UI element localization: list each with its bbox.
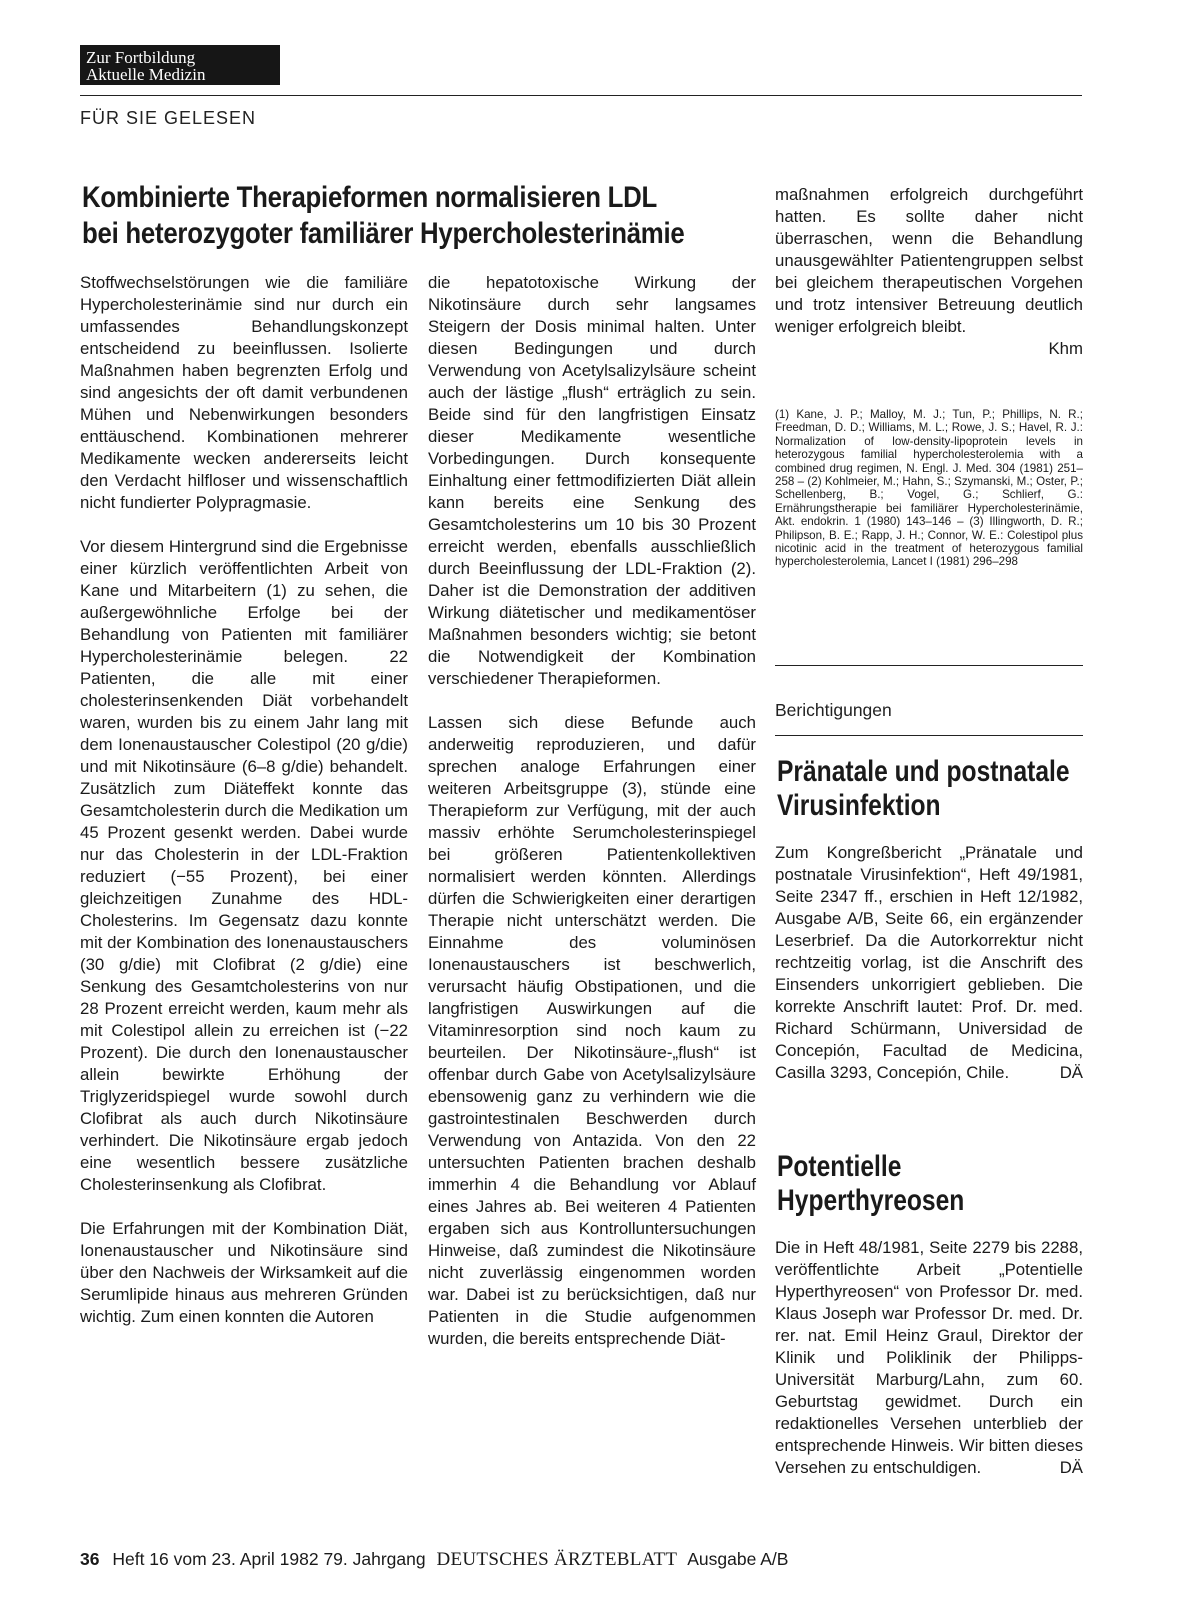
article-column-3 bbox=[775, 184, 1083, 360]
paragraph: Lassen sich diese Befunde auch anderweitig reproduzieren, und dafür sprechen analoge Erfahrungen einer weiteren Arbeitsgruppe (3), stünde eine Therapieform zur Verfügung, mit der auch massiv erhöhte Serumcholesterinspiegel bei größeren Patientenkollektiven normalisiert werden könnten. Allerdings dürfen die Schwierigkeiten einer derartigen Therapie nicht unterschätzt werden. Die Einnahme des voluminösen Ionenaustauschers ist beschwerlich, verursacht häufig Obstipationen, und die langfristigen Auswirkungen auf die Vitaminresorption sind noch kaum zu beurteilen. Der Nikotinsäure-„flush“ ist offenbar durch Gabe von Acetylsalizylsäure ebensowenig ganz zu verhindern wie die gastrointestinalen Beschwerden durch Verwendung von Antazida. Von den 22 untersuchten Patienten brachen deshalb immerhin 4 die Behandlung vor Ablauf eines Jahres ab. Bei weiteren 4 Patienten ergaben sich aus Kontrolluntersuchungen Hinweise, daß zumindest die Nikotinsäure nicht zuverlässig eingenommen worden war. Dabei ist zu berücksichtigen, daß nur Patienten in die Studie aufgenommen wurden, die bereits entsprechende Diät- bbox=[428, 713, 756, 1348]
issue-info: Heft 16 vom 23. April 1982 79. Jahrgang bbox=[112, 1549, 426, 1569]
page-footer bbox=[80, 1549, 788, 1571]
paragraph: die hepatotoxische Wirkung der Nikotinsäure durch sehr langsames Steigern der Dosis minimal halten. Unter diesen Bedingungen und durch Verwendung von Acetylsalizylsäure scheint auch der lästige „flush“ erträglich zu sein. Beide sind für den langfristigen Einsatz dieser Medikamente wesentliche Vorbedingungen. Durch konsequente Einhaltung einer fettmodifizierten Diät allein kann bereits eine Senkung des Gesamtcholesterins um 10 bis 30 Prozent erreicht werden, ebenfalls ausschließlich durch Beeinflussung der LDL-Fraktion (2). Daher ist die Demonstration der additiven Wirkung diätetischer und medikamentöser Maßnahmen besonders wichtig; sie betont die Notwendigkeit der Kombination verschiedener Therapieformen. bbox=[428, 273, 756, 688]
correction-1-title-line-2: Virusinfektion bbox=[777, 789, 941, 822]
corrections-label: Berichtigungen bbox=[775, 700, 892, 720]
header-line-1: Zur Fortbildung bbox=[86, 48, 196, 67]
paragraph: Stoffwechselstörungen wie die familiäre Hypercholesterinämie sind nur durch ein umfassendes Behandlungskonzept entscheidend zu beeinflussen. Isolierte Maßnahmen haben begrenzten Erfolg und sind angesichts der oft damit verbundenen Mühen und Nebenwirkungen besonders enttäuschend. Kombinationen mehrerer Medikamente wecken andererseits leicht den Verdacht hilfloser und wissenschaftlich nicht fundierter Polypragmasie. bbox=[80, 273, 408, 512]
article-title-line-2: bei heterozygoter familiärer Hypercholesterinämie bbox=[82, 217, 685, 250]
divider bbox=[775, 665, 1083, 666]
article-column-1 bbox=[80, 272, 408, 1350]
journal-name: DEUTSCHES ÄRZTEBLATT bbox=[436, 1549, 678, 1570]
top-rule bbox=[80, 95, 1082, 96]
correction-2-signoff: DÄ bbox=[1059, 1458, 1083, 1477]
paragraph: maßnahmen erfolgreich durchgeführt hatten. Es sollte daher nicht überraschen, wenn die Behandlung unausgewählter Patientengruppen selbst bei gleichem therapeutischen Vorgehen und trotz intensiver Betreuung deutlich weniger erfolgreich bleibt. bbox=[775, 185, 1083, 336]
section-header-box bbox=[80, 45, 280, 85]
divider bbox=[775, 735, 1083, 736]
correction-1-body bbox=[775, 842, 1083, 1084]
references: (1) Kane, J. P.; Malloy, M. J.; Tun, P.; Phillips, N. R.; Freedman, D. D.; Williams, M. L.; Rowe, J. S.; Havel, R. J.: Normalization of low-density-lipoprotein levels in heterozygous familial hypercholesterolemia with a combined drug regimen, N. Engl. J. Med. 304 (1981) 251–258 – (2) Kohlmeier, M.; Hahn, S.; Szymanski, M.; Oster, P.; Schellenberg, B.; Vogel, G.; Schlierf, G.: Ernährungstherapie bei familiärer Hypercholesterinämie, Akt. endokrin. 1 (1980) 143–146 – (3) Illingworth, D. R.; Philipson, B. E.; Rapp, J. H.; Connor, W. E.: Colestipol plus nicotinic acid in the treatment of heterozygous familial hypercholesterolemia, Lancet I (1981) 296–298 bbox=[775, 408, 1083, 569]
article-title bbox=[82, 180, 685, 252]
correction-2-title-line-2: Hyperthyreosen bbox=[777, 1184, 965, 1217]
paragraph: Die in Heft 48/1981, Seite 2279 bis 2288, veröffentlichte Arbeit „Potentielle Hyperthyreosen“ von Professor Dr. med. Klaus Joseph war Professor Dr. med. Dr. rer. nat. Emil Heinz Graul, Direktor der Klinik und Poliklinik der Philipps-Universität Marburg/Lahn, zum 60. Geburtstag gewidmet. Durch ein redaktionelles Versehen unterblieb der entsprechende Hinweis. Wir bitten dieses Versehen zu entschuldigen. bbox=[775, 1238, 1083, 1477]
correction-1-title-line-1: Pränatale und postnatale bbox=[777, 755, 1070, 788]
section-label: FÜR SIE GELESEN bbox=[80, 108, 257, 128]
paragraph: Vor diesem Hintergrund sind die Ergebnisse einer kürzlich veröffentlichten Arbeit von Kane und Mitarbeitern (1) zu sehen, die außergewöhnliche Erfolge bei der Behandlung von Patienten mit familiärer Hypercholesterinämie belegen. 22 Patienten, die alle mit einer cholesterinsenkenden Diät vorbehandelt waren, wurden bis zu einem Jahr lang mit dem Ionenaustauscher Colestipol (20 g/die) und mit Nikotinsäure (6–8 g/die) behandelt. Zusätzlich zum Diäteffekt konnte das Gesamtcholesterin durch die Medikation um 45 Prozent gesenkt werden. Dabei wurde nur das Cholesterin in der LDL-Fraktion reduziert (−55 Prozent), bei einer gleichzeitigen Zunahme des HDL-Cholesterins. Im Gegensatz dazu konnte mit der Kombination des Ionenaustauschers (30 g/die) mit Clofibrat (2 g/die) eine Senkung des Gesamtcholesterins von nur 28 Prozent erreicht werden, kaum mehr als mit Colestipol allein zu erreichen ist (−22 Prozent). Die durch den Ionenaustauscher allein bewirkte Erhöhung der Triglyzeridspiegel wurde sowohl durch Clofibrat als auch durch Nikotinsäure verhindert. Die Nikotinsäure ergab jedoch eine wesentlich bessere zusätzliche Cholesterinsenkung als Clofibrat. bbox=[80, 537, 408, 1194]
correction-2-body bbox=[775, 1237, 1083, 1479]
paragraph: Zum Kongreßbericht „Pränatale und postnatale Virusinfektion“, Heft 49/1981, Seite 2347 ff., erschien in Heft 12/1982, Ausgabe A/B, Seite 66, ein ergänzender Leserbrief. Da die Autorkorrektur nicht rechtzeitig vorlag, ist die Anschrift des Einsenders unkorrigiert geblieben. Die korrekte Anschrift lautet: Prof. Dr. med. Richard Schürmann, Universidad de Concepión, Facultad de Medicina, Casilla 3293, Concepión, Chile. bbox=[775, 843, 1083, 1082]
article-title-line-1: Kombinierte Therapieformen normalisieren LDL bbox=[82, 181, 658, 214]
edition: Ausgabe A/B bbox=[687, 1549, 789, 1569]
header-line-2: Aktuelle Medizin bbox=[86, 65, 206, 84]
correction-2-title bbox=[777, 1150, 964, 1218]
correction-1-title bbox=[777, 755, 1070, 823]
paragraph: Die Erfahrungen mit der Kombination Diät, Ionenaustauscher und Nikotinsäure sind über den Nachweis der Wirksamkeit auf die Serumlipide hinaus aus mehreren Gründen wichtig. Zum einen konnten die Autoren bbox=[80, 1219, 408, 1326]
author-signoff: Khm bbox=[1048, 339, 1083, 358]
correction-2-title-line-1: Potentielle bbox=[777, 1150, 902, 1183]
correction-1-signoff: DÄ bbox=[1059, 1063, 1083, 1082]
page-number: 36 bbox=[80, 1549, 100, 1569]
article-column-2 bbox=[428, 272, 756, 1372]
